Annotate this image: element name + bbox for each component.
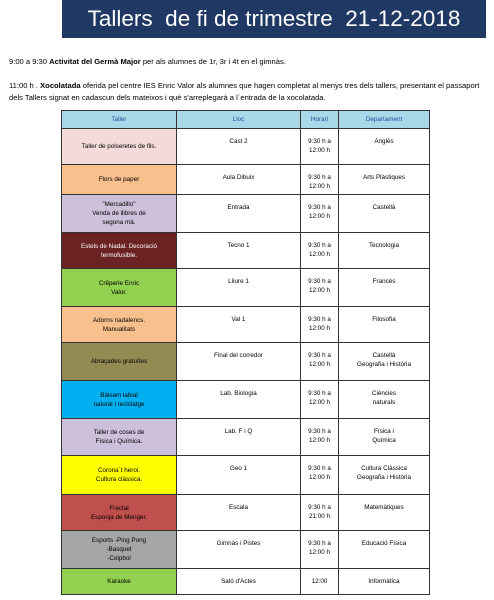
lloc-cell <box>177 343 301 381</box>
horari-cell <box>301 165 339 195</box>
horari-text: 9:30 h a 12:00 h <box>308 428 331 444</box>
intro-rest: per als alumnes de 1r, 3r i 4t en el gimnàs. <box>140 57 286 66</box>
lloc-cell <box>177 456 301 495</box>
taller-cell <box>62 233 177 269</box>
table-row <box>62 129 430 165</box>
horari-text: 9:30 h a 12:00 h <box>308 278 331 294</box>
departament-cell <box>339 307 430 343</box>
departament-text: Arts Plàstiques <box>363 174 405 181</box>
taller-cell <box>62 381 177 419</box>
horari-cell <box>301 381 339 419</box>
horari-text: 9:30 h a 12:00 h <box>308 316 331 332</box>
lloc-cell <box>177 419 301 456</box>
taller-name: Bàlsam labial natural i reciclatge <box>93 391 145 408</box>
horari-text: 12:00 <box>311 578 328 585</box>
taller-name: "Mercadillo" Venda de llibres de segona mà. <box>92 201 146 226</box>
departament-text: Cultura Clàssica Geografia i Història <box>357 465 411 481</box>
taller-name: Taller de polseretes de fils. <box>81 143 157 150</box>
table-row <box>62 569 430 595</box>
table-row <box>62 165 430 195</box>
departament-cell <box>339 419 430 456</box>
lloc-cell <box>177 233 301 269</box>
horari-cell <box>301 531 339 569</box>
taller-name: Taller de coses de Física i Química. <box>93 429 145 445</box>
departament-text: Educació Física <box>361 540 407 547</box>
horari-cell <box>301 233 339 269</box>
departament-text: Castellà Geografia i Història <box>357 352 411 368</box>
departament-cell <box>339 381 430 419</box>
horari-text: 9:30 h a 12:00 h <box>308 352 331 368</box>
table-row <box>62 269 430 307</box>
horari-cell <box>301 419 339 456</box>
lloc-text: Entrada <box>227 204 250 211</box>
table-row <box>62 531 430 569</box>
lloc-text: Saló d'Actes <box>221 578 256 585</box>
taller-name: Corona´t heroi. Cultura clàssica. <box>95 467 143 483</box>
horari-text: 9:30 h a 12:00 h <box>308 465 331 481</box>
departament-text: Tecnologia <box>368 242 400 249</box>
horari-text: 9:30 h a 12:00 h <box>308 242 331 258</box>
taller-cell <box>62 343 177 381</box>
taller-cell <box>62 419 177 456</box>
taller-cell <box>62 456 177 495</box>
taller-name: Flors de paper <box>98 176 140 183</box>
departament-cell <box>339 195 430 233</box>
taller-cell <box>62 165 177 195</box>
taller-cell <box>62 307 177 343</box>
departament-cell <box>339 165 430 195</box>
intro-line <box>9 57 286 66</box>
departament-text: Castellà <box>372 204 396 211</box>
lloc-cell <box>177 381 301 419</box>
table-row <box>62 343 430 381</box>
table-row <box>62 195 430 233</box>
lloc-text: Val 1 <box>231 316 246 323</box>
table-row <box>62 456 430 495</box>
horari-text: 9:30 h a 21:00 h <box>308 504 331 520</box>
lloc-text: Lab. Biologia <box>220 390 257 397</box>
horari-cell <box>301 495 339 531</box>
departament-text: Informàtica <box>368 578 400 585</box>
table-row <box>62 419 430 456</box>
lloc-text: Lab. F i Q <box>224 428 253 435</box>
taller-name: Adorns nadalencs. Manualitats <box>92 316 146 333</box>
taller-name: Crêperie Enric Valor. <box>98 279 140 296</box>
departament-cell <box>339 233 430 269</box>
lloc-cell <box>177 129 301 165</box>
taller-name: Estels de Nadal. Decoració termofusible. <box>81 242 157 259</box>
xocolatada-title: Xocolatada <box>40 81 81 90</box>
horari-cell <box>301 269 339 307</box>
horari-cell <box>301 307 339 343</box>
horari-text: 9:30 h a 12:00 h <box>308 390 331 406</box>
taller-name: Fractal Esponja de Menger. <box>90 504 147 521</box>
departament-text: Ciències naturals <box>371 390 397 406</box>
lloc-text: Gimnàs i Pistes <box>216 540 261 547</box>
departament-text: Matemàtiques <box>364 504 404 511</box>
departament-cell <box>339 269 430 307</box>
lloc-cell <box>177 165 301 195</box>
lloc-text: Escala <box>229 504 248 511</box>
horari-text: 9:30 h a 12:00 h <box>308 174 331 190</box>
departament-text: Anglès <box>374 138 394 145</box>
xocolatada-paragraph <box>9 80 487 104</box>
horari-cell <box>301 569 339 595</box>
table-row <box>62 495 430 531</box>
departament-cell <box>339 569 430 595</box>
taller-cell <box>62 531 177 569</box>
departament-text: Francès <box>372 278 396 285</box>
intro-time: 9:00 a 9:30 <box>9 57 50 66</box>
lloc-cell <box>177 195 301 233</box>
lloc-text: Geo 1 <box>229 465 248 472</box>
lloc-cell <box>177 569 301 595</box>
lloc-cell <box>177 531 301 569</box>
departament-cell <box>339 343 430 381</box>
table-row <box>62 307 430 343</box>
taller-name: Esports -Ping Pong -Basquet -Colpbol <box>91 537 147 562</box>
page-title: Tallers de fi de trimestre 21-12-2018 <box>62 0 486 38</box>
lloc-cell <box>177 307 301 343</box>
lloc-text: Cast 2 <box>229 138 248 145</box>
departament-cell <box>339 495 430 531</box>
header-taller: Taller <box>62 111 177 129</box>
taller-cell <box>62 129 177 165</box>
lloc-cell <box>177 495 301 531</box>
lloc-text: Lliure 1 <box>228 278 249 285</box>
header-lloc: Lloc <box>177 111 301 129</box>
schedule-table <box>61 110 430 595</box>
departament-text: Filosofia <box>372 316 396 323</box>
horari-text: 9:30 h a 12:00 h <box>308 138 331 154</box>
lloc-text: Tecno 1 <box>227 242 250 249</box>
lloc-text: Aula Dibuix <box>222 174 255 181</box>
departament-cell <box>339 456 430 495</box>
xocolatada-rest: oferida pel centre IES Enric Valor als alumnes que hagen completat al menys tres dels tallers, presentant el passaport dels Tallers signat en cadascun dels mateixos i què s'arreplegarà a l´entrada de la xocolatada. <box>9 81 480 102</box>
taller-cell <box>62 569 177 595</box>
header-departament: Departament <box>339 111 430 129</box>
taller-cell <box>62 269 177 307</box>
departament-cell <box>339 531 430 569</box>
table-header-row <box>62 111 430 129</box>
horari-cell <box>301 456 339 495</box>
departament-cell <box>339 129 430 165</box>
taller-name: Abraçades gratuïtes <box>90 358 148 365</box>
horari-text: 9:30 h a 12:00 h <box>308 540 331 556</box>
intro-activity: Activitat del Germà Major <box>49 57 141 66</box>
taller-cell <box>62 195 177 233</box>
horari-cell <box>301 343 339 381</box>
table-row <box>62 233 430 269</box>
schedule-body <box>62 129 430 595</box>
lloc-text: Final del corredor <box>214 352 263 359</box>
header-horari: Horari <box>301 111 339 129</box>
taller-name: Karaoke <box>107 578 131 585</box>
horari-cell <box>301 129 339 165</box>
horari-text: 9:30 h a 12:00 h <box>308 204 331 220</box>
xocolatada-time: 11:00 h . <box>9 81 41 90</box>
lloc-cell <box>177 269 301 307</box>
departament-text: Física i Química <box>372 428 396 444</box>
table-row <box>62 381 430 419</box>
horari-cell <box>301 195 339 233</box>
taller-cell <box>62 495 177 531</box>
